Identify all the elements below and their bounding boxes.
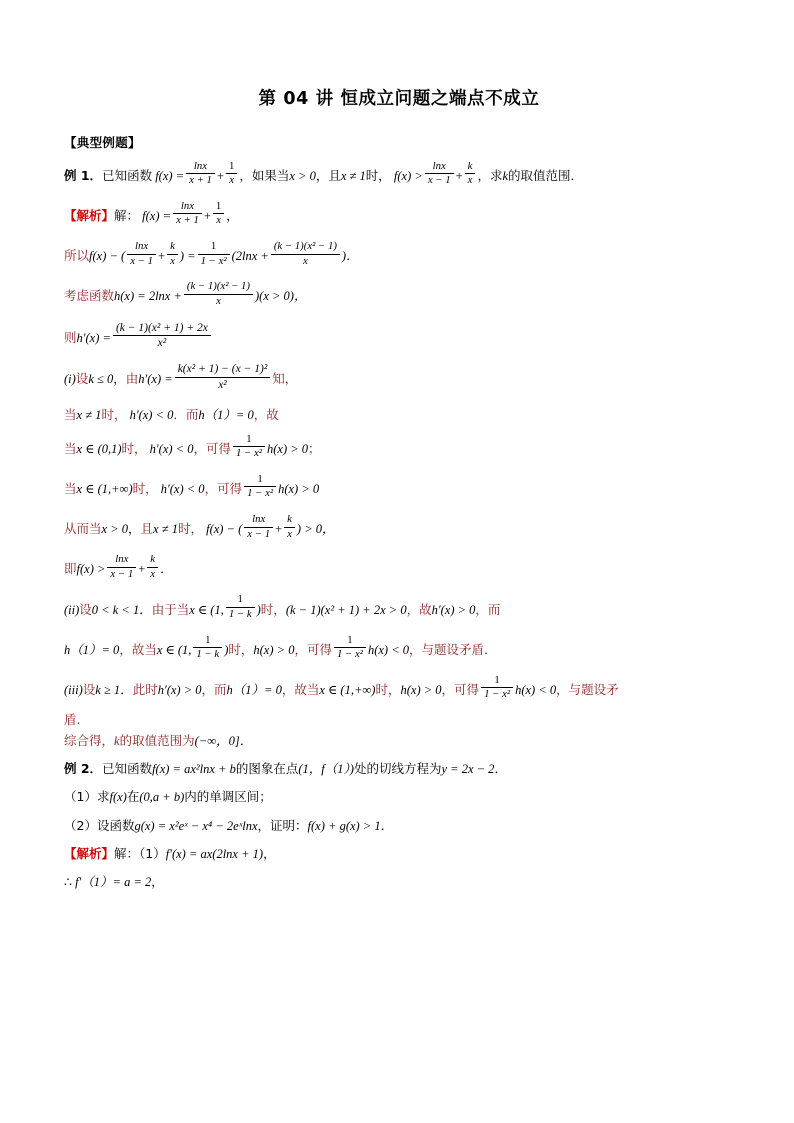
s1-l2-lhs: f(x) − (	[89, 249, 126, 264]
solution1-line-15-conclusion	[64, 734, 734, 748]
example1-frac-lnx-over-xplus1: $\frac{\ln x}{x + 1}$	[186, 161, 215, 187]
q1-number: （1）	[64, 789, 97, 805]
s1-l2-open: (2lnx +	[231, 249, 269, 264]
example2-stem-3: 处的切线方程为	[353, 760, 442, 776]
s1-l9-cn1: 从而当	[64, 521, 102, 537]
plus-sign: +	[275, 522, 283, 537]
s1-l9-tail: ) > 0，	[296, 522, 335, 537]
solution1-line-8	[64, 472, 734, 503]
example1-frac-k-over-x: $\frac{k}{x}$	[465, 161, 476, 187]
q2-number: （2）	[64, 817, 97, 833]
q1-cn1: 求	[96, 789, 110, 805]
s1-l9-cn3: 且	[140, 521, 154, 537]
frac-1-over-1minusx2: $\frac{1}{\text{1 − x²}}$	[198, 241, 230, 267]
s1-l6-cn2: 时，	[101, 407, 127, 423]
solution1-line-14	[64, 713, 734, 727]
s1-l13-cn1: 设	[82, 681, 96, 697]
solution1-line-7	[64, 432, 734, 463]
s1-l11-cn5: ，故	[406, 601, 432, 617]
example1-stem-text-4: 时，	[365, 167, 391, 183]
s1-l12-m1b: )	[224, 642, 229, 657]
s1-l8-cn2: 时，	[132, 480, 158, 496]
s1-l12-m1: x ∈ (1,	[156, 642, 192, 657]
example1-stem-text-5: ，求	[477, 167, 503, 183]
example2-f-definition: f(x) = ax²lnx + b	[152, 761, 236, 776]
s1-l13-m3: x ∈ (1,+∞)	[319, 682, 376, 697]
s1-l7-m2: h(x) > 0	[266, 441, 309, 456]
example1-var-k: k	[502, 168, 509, 183]
s1-l5-lhs: h′(x) =	[138, 372, 173, 387]
s1-l7-cn1: 当	[64, 440, 77, 456]
example2-question-1	[64, 790, 734, 804]
frac-1-over-1minusk: $\frac{1}{1 - k}$	[226, 594, 255, 620]
therefore-symbol: ∴	[64, 875, 72, 890]
s1-l5-cond: k ≤ 0	[88, 372, 114, 387]
frac-k-over-x: $\frac{k}{x}$	[147, 554, 158, 580]
q2-cn3: ．	[380, 817, 394, 833]
s1-l9-cond1: x > 0	[101, 522, 128, 537]
example2-stem	[64, 762, 734, 776]
plus-sign: +	[216, 168, 224, 183]
s2-l1-derivative: f′(x) = ax(2lnx + 1)	[165, 847, 264, 862]
solution1-line-10	[64, 553, 734, 583]
s2-l1-tail: ，	[263, 846, 276, 862]
s1-l12-cn1: ，故当	[119, 641, 157, 657]
s1-l9-cn4: 时，	[177, 521, 203, 537]
s1-l6-cn3: ．而	[173, 407, 199, 423]
s1-l2-mid: ) =	[179, 249, 196, 264]
s1-l13-m2: h（1）= 0	[226, 682, 282, 697]
s1-l12-m0: h（1）= 0	[64, 642, 120, 657]
analysis-tag: 【解析】	[64, 207, 115, 223]
s1-l15-range: (−∞，0]．	[194, 733, 253, 748]
s1-l10-cn1: 即	[64, 561, 77, 577]
example1-stem-text-6: 的取值范围．	[508, 167, 584, 183]
q2-cn2: ，证明：	[257, 817, 308, 833]
example2-label: 例 2．	[64, 760, 103, 776]
s1-l11-cn4: 时，	[260, 601, 286, 617]
plus-sign: +	[158, 249, 166, 264]
solution1-line-12	[64, 633, 734, 664]
s2-l2-value: f′（1）= a = 2	[75, 875, 152, 890]
s1-l3-lead: 考虑函数	[64, 288, 115, 304]
s1-l6-cond: x ≠ 1	[76, 408, 102, 423]
s1-l6-cn1: 当	[64, 407, 77, 423]
solution1-line-2	[64, 240, 734, 270]
analysis-tag-2: 【解析】	[64, 846, 115, 862]
solution1-line-4	[64, 321, 734, 353]
s1-l13-m4: h(x) > 0	[400, 682, 442, 697]
solution2-line-2	[64, 875, 734, 889]
s1-l15-cn2: 的取值范围为	[119, 732, 195, 748]
s1-l13-m1: h′(x) > 0	[157, 682, 202, 697]
s1-l15-var-k: k	[114, 733, 120, 748]
q2-cn1: 设函数	[96, 817, 135, 833]
s1-l1-lhs: f(x) =	[142, 208, 172, 223]
case-marker-i: (i)	[64, 372, 76, 387]
plus-sign-2: +	[455, 168, 463, 183]
jie-label: 解：	[114, 207, 140, 223]
q2-inequality: f(x) + g(x) > 1	[307, 818, 381, 833]
document-content	[64, 88, 734, 899]
frac-k-over-x: $\frac{k}{x}$	[167, 241, 178, 267]
s1-l12-cn3: ，可得	[294, 641, 332, 657]
s1-l9-lhs: f(x) − (	[206, 522, 243, 537]
s1-l11-cn2: ．	[139, 601, 152, 617]
s1-l7-m1: h′(x) < 0	[149, 441, 194, 456]
q1-cn2: 在	[126, 789, 140, 805]
s1-l13-cn5: ，故当	[281, 681, 320, 697]
jie-label-2: 解：	[114, 846, 140, 862]
example1-stem-text-1: 已知函数	[102, 167, 153, 183]
s1-l13-cond: k ≥ 1	[95, 682, 121, 697]
example1-label: 例 1．	[64, 167, 103, 183]
s1-l7-cn4: ；	[308, 440, 321, 456]
example1-ineq-lhs: f(x) >	[393, 168, 423, 183]
s1-l8-cond: x ∈ (1,+∞)	[76, 481, 133, 496]
s1-l11-cond: 0 < k < 1	[91, 602, 140, 617]
s1-l13-cn4: ，而	[201, 681, 227, 697]
s1-l13-m5: h(x) < 0	[515, 682, 557, 697]
example1-cond-x-gt-0: x > 0	[289, 168, 316, 183]
s1-l11-cn6: ，而	[475, 601, 501, 617]
frac-kminus1-x2minus1-over-x: $\frac{\text{(k − 1)(x² − 1)}}{x}$	[184, 281, 253, 307]
solution2-line-1	[64, 847, 734, 861]
frac-1-over-1minusx2: $\frac{1}{\text{1 − x²}}$	[244, 474, 276, 500]
example1-stem	[64, 159, 734, 190]
frac-1-over-1minusx2: $\frac{1}{\text{1 − x²}}$	[334, 635, 366, 661]
s1-l11-cn1: 设	[79, 601, 92, 617]
s1-l2-close: )．	[341, 249, 359, 264]
frac-1-over-1minusx2: $\frac{1}{\text{1 − x²}}$	[481, 675, 513, 701]
frac-hprime-expression: $\frac{\text{(k − 1)(x² + 1) + 2x}}{\text{x²}}$	[113, 322, 211, 350]
example2-stem-2: 的图象在点	[235, 760, 299, 776]
case-marker-iii: (iii)	[64, 682, 83, 697]
s1-l13-cn7: ，可得	[441, 681, 480, 697]
example2-tangent-line: y = 2x − 2	[441, 761, 495, 776]
s1-l5-cn1: 设	[75, 371, 89, 387]
case-marker-ii: (ii)	[64, 602, 80, 617]
frac-lnx-over-xplus1: $\frac{\ln x}{x + 1}$	[173, 201, 202, 227]
s1-l11-cn3: 由于当	[151, 601, 190, 617]
s1-l11-m2: (k − 1)(x² + 1) + 2x > 0	[285, 602, 407, 617]
solution1-line-11	[64, 593, 734, 624]
s1-l11-m3: h′(x) > 0	[431, 602, 476, 617]
example2-stem-1: 已知函数	[102, 760, 153, 776]
example2-question-2	[64, 819, 734, 833]
s1-l3-close: )(x > 0)，	[255, 289, 307, 304]
s1-l7-cond: x ∈ (0,1)	[76, 441, 122, 456]
s1-l13-cn6: 时，	[375, 681, 401, 697]
s1-l12-cn4: ，与题设矛盾．	[409, 641, 497, 657]
s1-l4-lead: 则	[64, 329, 77, 345]
s1-l8-m2: h(x) > 0	[278, 481, 320, 496]
s1-l12-m3: h(x) < 0	[367, 642, 410, 657]
frac-1-over-1minusx2: $\frac{1}{\text{1 − x²}}$	[233, 434, 265, 460]
example1-cond-x-ne-1: x ≠ 1	[340, 168, 366, 183]
frac-1-over-1minusk: $\frac{1}{1 - k}$	[193, 635, 222, 661]
example1-f-def-lhs: f(x) =	[155, 168, 185, 183]
s1-l8-m1: h′(x) < 0	[160, 481, 205, 496]
example1-frac-1-over-x: $\frac{1}{x}$	[226, 161, 237, 187]
frac-1-over-x: $\frac{1}{x}$	[213, 201, 224, 227]
example1-stem-text-2: ，如果当	[239, 167, 290, 183]
s1-l13-cn2: ．	[120, 681, 133, 697]
example2-point: (1，f（1）)	[298, 761, 354, 776]
section-header-typical-examples: 【典型例题】	[64, 134, 141, 150]
s2-l2-tail: ，	[151, 874, 164, 890]
s1-l5-cn2: ，	[113, 371, 126, 387]
frac-k-x2plus1-minus-xminus1sq-over-x2: $\frac{\text{k(x² + 1) − (x − 1)²}}{\text{x²}}$	[175, 363, 271, 391]
q1-interval: (0,a + b)	[139, 790, 185, 805]
frac-lnx-over-xminus1: $\frac{\ln x}{x - 1}$	[127, 241, 156, 267]
s1-l14-cn1: 盾．	[64, 712, 90, 728]
s1-l13-cn8: ，与题设矛	[556, 681, 619, 697]
solution1-line-3	[64, 280, 734, 310]
solution1-line-13	[64, 673, 734, 704]
s1-l4-lhs: h′(x) =	[76, 330, 111, 345]
s1-l8-cn3: ，可得	[204, 480, 243, 496]
s1-l7-cn3: ，可得	[193, 440, 231, 456]
s1-l10-tail: ．	[160, 562, 173, 577]
s1-l10-lhs: f(x) >	[76, 562, 106, 577]
s1-l9-cn2: ，	[128, 521, 141, 537]
s1-l12-cn2: 时，	[228, 641, 254, 657]
solution1-line-5	[64, 363, 734, 394]
example1-stem-text-3: ，且	[315, 167, 341, 183]
q2-g-definition: g(x) = x²eˣ − x⁴ − 2eˣlnx	[134, 818, 258, 833]
s1-l9-cond2: x ≠ 1	[153, 522, 178, 537]
s1-l6-m1: h′(x) < 0	[129, 408, 174, 423]
q1-cn3: 内的单调区间；	[184, 789, 272, 805]
s1-l7-cn2: 时，	[121, 440, 147, 456]
s1-l11-m1: x ∈ (1,	[189, 602, 224, 617]
s1-l11-m1b: )	[256, 602, 261, 617]
plus-sign: +	[138, 562, 146, 577]
s1-l13-cn3: 此时	[132, 681, 158, 697]
solution1-line-9	[64, 512, 734, 543]
frac-lnx-over-xminus1: $\frac{\ln x}{x - 1}$	[244, 514, 273, 540]
s1-l15-cn1: 综合得，	[64, 732, 115, 748]
s1-l6-m2: h（1）= 0	[198, 408, 254, 423]
s1-l5-cn3: 由	[125, 371, 139, 387]
example2-stem-4: ．	[494, 760, 507, 776]
s2-l1-num: （1）	[139, 846, 166, 862]
s1-l12-m2: h(x) > 0	[253, 642, 295, 657]
frac-kminus1-x2minus1-over-x: $\frac{\text{(k − 1)(x² − 1)}}{x}$	[271, 241, 340, 267]
q1-fx: f(x)	[109, 790, 127, 805]
frac-lnx-over-xminus1: $\frac{\ln x}{x - 1}$	[107, 554, 136, 580]
s1-l1-tail: ，	[226, 207, 239, 223]
s1-l8-cn1: 当	[64, 480, 77, 496]
page-title: 第 04 讲 恒成立问题之端点不成立	[258, 89, 540, 109]
example1-frac-lnx-over-xminus1: $\frac{\ln x}{x - 1}$	[425, 161, 454, 187]
s1-l3-lhs: h(x) = 2lnx +	[114, 289, 182, 304]
solution1-line-1	[64, 199, 734, 230]
s1-l5-cn4: 知，	[272, 371, 298, 387]
s1-l6-cn4: ，故	[253, 407, 279, 423]
plus-sign: +	[203, 208, 211, 223]
s1-l2-lead: 所以	[64, 248, 90, 264]
solution1-line-6	[64, 408, 734, 422]
frac-k-over-x: $\frac{k}{x}$	[284, 514, 295, 540]
